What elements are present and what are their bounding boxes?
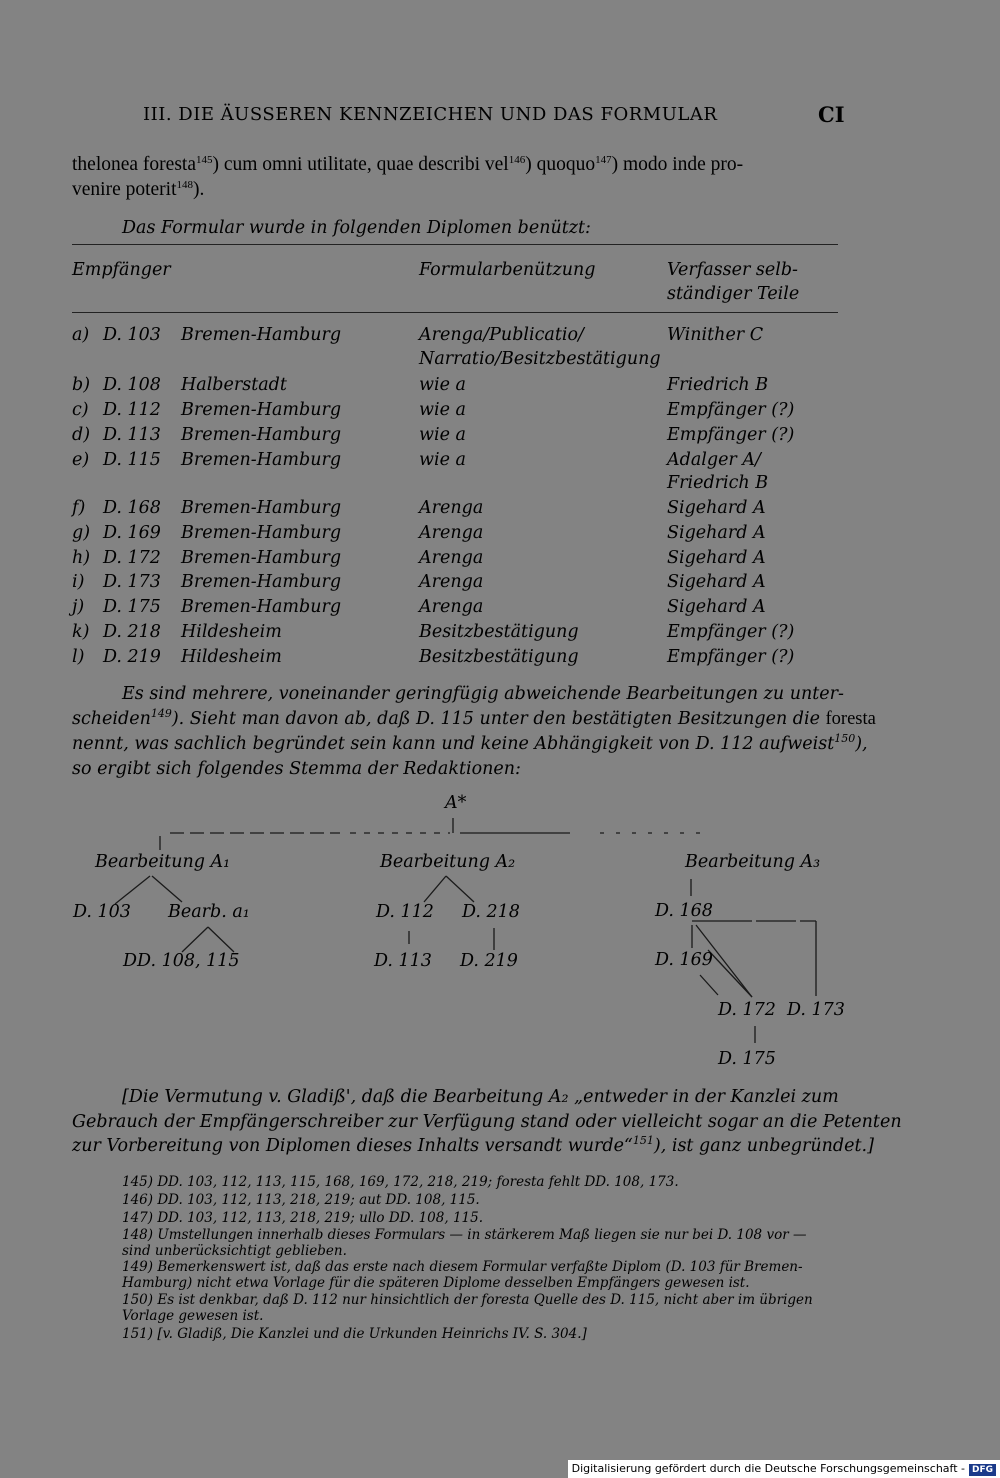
row-letter: j)	[72, 597, 85, 617]
footnote-151: 151) [v. Gladiß, Die Kanzlei und die Urkunden Heinrichs IV. S. 304.]	[122, 1326, 587, 1342]
table-intro: Das Formular wurde in folgenden Diplomen benützt:	[122, 218, 591, 238]
footnote-148: 148) Umstellungen innerhalb dieses Formulars — in stärkerem Maß liegen sie nur bei D. 108 vor —	[122, 1227, 807, 1243]
column-header-author-2: ständiger Teile	[667, 284, 800, 304]
stemma-root: A*	[445, 793, 467, 813]
footnote-147: 147) DD. 103, 112, 113, 218, 219; ullo DD. 108, 115.	[122, 1210, 484, 1226]
stemma-b1-sub: DD. 108, 115	[123, 951, 240, 971]
column-header-usage: Formularbenützung	[419, 260, 596, 280]
row-author: Empfänger (?)	[667, 400, 795, 420]
row-author: Empfänger (?)	[667, 647, 795, 667]
row-usage: wie a	[419, 450, 466, 470]
opening-line-2: venire poterit$^{148}$).	[72, 179, 205, 200]
stemma-b3-168: D. 168	[655, 901, 713, 921]
row-recipient: Halberstadt	[181, 375, 287, 395]
paragraph-line-2: scheiden$^{149}$). Sieht man davon ab, daß D. 115 unter den bestätigten Besitzungen die foresta	[72, 707, 876, 729]
row-author-cont: Friedrich B	[667, 473, 769, 493]
stemma-b2-right	[446, 876, 474, 902]
row-diploma: D. 175	[103, 597, 161, 617]
stemma-branch-3: Bearbeitung A₃	[685, 852, 821, 872]
stemma-b2-left	[424, 876, 446, 902]
funding-footer: Digitalisierung gefördert durch die Deutsche Forschungsgemeinschaft - DFG	[568, 1460, 1000, 1478]
row-usage: wie a	[419, 400, 466, 420]
row-letter: i)	[72, 572, 85, 592]
row-recipient: Bremen-Hamburg	[181, 400, 342, 420]
stemma-b1sub-left	[182, 927, 208, 952]
row-recipient: Bremen-Hamburg	[181, 572, 342, 592]
row-usage-cont: Narratio/Besitzbestätigung	[419, 349, 661, 369]
row-diploma: D. 115	[103, 450, 161, 470]
footnote-149: 149) Bemerkenswert ist, daß das erste nach diesem Formular verfaßte Diplom (D. 103 für Bremen-	[122, 1259, 803, 1275]
row-usage: Arenga	[419, 572, 484, 592]
row-diploma: D. 103	[103, 325, 161, 345]
row-letter: k)	[72, 622, 90, 642]
footnote-145: 145) DD. 103, 112, 113, 115, 168, 169, 172, 218, 219; foresta fehlt DD. 108, 173.	[122, 1174, 679, 1190]
row-letter: f)	[72, 498, 86, 518]
row-recipient: Hildesheim	[181, 622, 282, 642]
row-author: Adalger A/	[667, 450, 761, 470]
footnote-146: 146) DD. 103, 112, 113, 218, 219; aut DD. 108, 115.	[122, 1192, 480, 1208]
stemma-branch-1: Bearbeitung A₁	[95, 852, 231, 872]
row-letter: e)	[72, 450, 90, 470]
row-recipient: Bremen-Hamburg	[181, 450, 342, 470]
stemma-b2-left: D. 112	[376, 902, 434, 922]
stemma-b2-right-sub: D. 219	[460, 951, 518, 971]
stemma-b3-173: D. 173	[787, 1000, 845, 1020]
stemma-branch-2: Bearbeitung A₂	[380, 852, 516, 872]
running-title: III. DIE ÄUSSEREN KENNZEICHEN UND DAS FORMULAR	[143, 104, 718, 125]
footnote-150: 150) Es ist denkbar, daß D. 112 nur hinsichtlich der foresta Quelle des D. 115, nicht aber im übrigen	[122, 1292, 813, 1308]
row-recipient: Bremen-Hamburg	[181, 425, 342, 445]
row-diploma: D. 108	[103, 375, 161, 395]
row-author: Empfänger (?)	[667, 622, 795, 642]
row-usage: Besitzbestätigung	[419, 647, 579, 667]
paragraph-line-4: so ergibt sich folgendes Stemma der Redaktionen:	[72, 759, 521, 779]
row-usage: Besitzbestätigung	[419, 622, 579, 642]
stemma-b1-right: Bearb. a₁	[168, 902, 250, 922]
row-diploma: D. 168	[103, 498, 161, 518]
row-recipient: Bremen-Hamburg	[181, 325, 342, 345]
row-letter: a)	[72, 325, 90, 345]
row-letter: g)	[72, 523, 91, 543]
row-diploma: D. 218	[103, 622, 161, 642]
footnote-148-cont: sind unberücksichtigt geblieben.	[122, 1243, 347, 1259]
stemma-b2-left-sub: D. 113	[374, 951, 432, 971]
footnote-149-cont: Hamburg) nicht etwa Vorlage für die späteren Diplome desselben Empfängers gewesen ist.	[122, 1275, 750, 1291]
row-recipient: Hildesheim	[181, 647, 282, 667]
row-letter: b)	[72, 375, 91, 395]
footnote-150-cont: Vorlage gewesen ist.	[122, 1308, 264, 1324]
stemma-b1sub-right	[208, 927, 234, 952]
row-author: Winither C	[667, 325, 764, 345]
page-number: CI	[818, 102, 845, 127]
row-usage: wie a	[419, 375, 466, 395]
stemma-b1-left	[115, 876, 150, 904]
note-line-2: Gebrauch der Empfängerschreiber zur Verfügung stand oder vielleicht sogar an die Petenten	[72, 1112, 902, 1132]
stemma-b3-169: D. 169	[655, 950, 713, 970]
row-diploma: D. 113	[103, 425, 161, 445]
column-header-recipient: Empfänger	[72, 260, 171, 280]
stemma-b1-right	[152, 876, 182, 902]
row-author: Empfänger (?)	[667, 425, 795, 445]
row-usage: Arenga	[419, 523, 484, 543]
row-diploma: D. 112	[103, 400, 161, 420]
row-diploma: D. 169	[103, 523, 161, 543]
stemma-b2-right: D. 218	[462, 902, 520, 922]
row-letter: d)	[72, 425, 91, 445]
row-diploma: D. 219	[103, 647, 161, 667]
dfg-logo: DFG	[969, 1464, 996, 1476]
row-usage: Arenga	[419, 548, 484, 568]
stemma-b3-172: D. 172	[718, 1000, 776, 1020]
row-usage: Arenga	[419, 597, 484, 617]
row-author: Sigehard A	[667, 572, 766, 592]
row-letter: l)	[72, 647, 85, 667]
row-recipient: Bremen-Hamburg	[181, 498, 342, 518]
row-recipient: Bremen-Hamburg	[181, 523, 342, 543]
row-diploma: D. 173	[103, 572, 161, 592]
row-author: Sigehard A	[667, 548, 766, 568]
stemma-b1-left: D. 103	[73, 902, 131, 922]
row-recipient: Bremen-Hamburg	[181, 548, 342, 568]
row-letter: c)	[72, 400, 89, 420]
row-author: Friedrich B	[667, 375, 769, 395]
row-usage: Arenga	[419, 498, 484, 518]
note-line-3: zur Vorbereitung von Diplomen dieses Inhalts versandt wurde“$^{151}$), ist ganz unbegründet.]	[72, 1134, 874, 1156]
row-author: Sigehard A	[667, 498, 766, 518]
column-header-author-1: Verfasser selb-	[667, 260, 798, 280]
row-author: Sigehard A	[667, 597, 766, 617]
opening-line-1: thelonea foresta$^{145}$) cum omni utilitate, quae describi vel$^{146}$) quoquo$^{147}$) modo inde pro-	[72, 154, 744, 175]
note-line-1: [Die Vermutung v. Gladiß', daß die Bearbeitung A₂ „entweder in der Kanzlei zum	[122, 1087, 839, 1107]
stemma-b3-175: D. 175	[718, 1049, 776, 1069]
row-usage: Arenga/Publicatio/	[419, 325, 584, 345]
row-diploma: D. 172	[103, 548, 161, 568]
row-usage: wie a	[419, 425, 466, 445]
stemma-169-172a	[708, 950, 752, 997]
paragraph-line-3: nennt, was sachlich begründet sein kann und keine Abhängigkeit von D. 112 aufweist$^{150}$),	[72, 732, 868, 754]
paragraph-line-1: Es sind mehrere, voneinander geringfügig abweichende Bearbeitungen zu unter-	[122, 684, 844, 704]
row-author: Sigehard A	[667, 523, 766, 543]
row-letter: h)	[72, 548, 91, 568]
stemma-169-172b	[700, 975, 718, 995]
row-recipient: Bremen-Hamburg	[181, 597, 342, 617]
